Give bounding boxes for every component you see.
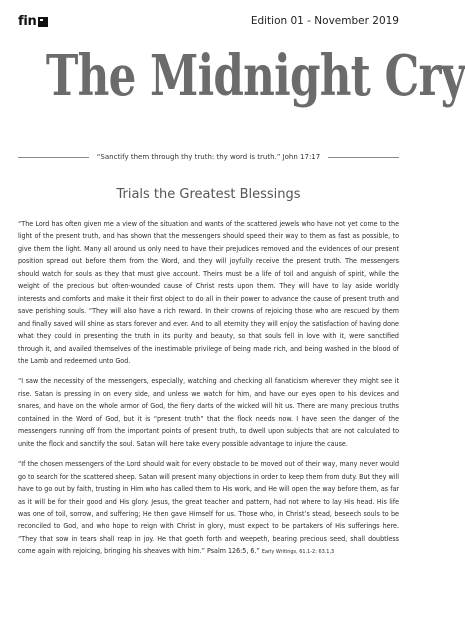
article-paragraph: “The Lord has often given me a view of the situation and wants of the scattered jewels who have not yet come to the light of the present truth, and has shown that the messengers should speed their way to them as fast as possible, to give them the light. Many all around us only need to have their prejudices removed and the evidences of our present position spread out before them from the Word, and they will joyfully receive the present truth. The messengers should watch for souls as they that must give account. Theirs must be a life of toil and anguish of spirit, while the weight of the precious but often-wounded cause of Christ rests upon them. They will have to lay aside worldly interests and comforts and make it their first object to do all in their power to advance the cause of present truth and save perishing souls. “They will also have a rich reward. In their crowns of rejoicing those who are rescued by them and finally saved will shine as stars forever and ever. And to all eternity they will enjoy the satisfaction of having done what they could in presenting the truth in its purity and beauty, so that souls fell in love with it, were sanctified through it, and availed themselves of the inestimable privilege of being made rich, and being washed in the blood of the Lamb and redeemed unto God. <box>18 219 399 365</box>
article-paragraph <box>18 458 399 559</box>
logo-text: fin <box>18 14 37 29</box>
article-body <box>18 218 399 567</box>
article-paragraph-text: “If the chosen messengers of the Lord should wait for every obstacle to be moved out of their way, many never would go to search for the scattered sheep. Satan will present many objections in order to keep them from duty. But they will have to go out by faith, trusting in Him who has called them to His work, and He will open the way before them, as far as it will be for their good and His glory. Jesus, the great teacher and pattern, had not where to lay His head. His life was one of toil, sorrow, and suffering; He then gave Himself for us. Those who, in Christ’s stead, beseech souls to be reconciled to God, and who hope to reign with Christ in glory, must expect to be partakers of His sufferings here. “They that sow in tears shall reap in joy. He that goeth forth and weepeth, bearing precious seed, shall doubtless come again with rejoicing, bringing his sheaves with him.” Psalm 126:5, 6.” <box>18 459 399 556</box>
source-reference: Early Writings, 61.1-2; 63.1,3 <box>261 549 335 556</box>
logo-mark-icon <box>38 17 48 27</box>
top-bar <box>18 14 399 34</box>
verse-rule-right <box>328 157 399 158</box>
edition-label: Edition 01 - November 2019 <box>250 15 399 27</box>
verse-text: “Sanctify them through thy truth: thy word is truth.” John 17:17 <box>96 153 321 161</box>
article-title: Trials the Greatest Blessings <box>116 187 301 202</box>
verse-rule-left <box>18 157 89 158</box>
masthead-title: The Midnight Cry <box>45 43 465 109</box>
article-paragraph: “I saw the necessity of the messengers, especially, watching and checking all fanaticism wherever they might see it rise. Satan is pressing in on every side, and unless we watch for him, and have our eyes open to his devices and snares, and have on the whole armor of God, the fiery darts of the wicked will hit us. There are many precious truths contained in the Word of God, but it is “present truth” that the flock needs now. I have seen the danger of the messengers running off from the important points of present truth, to dwell upon subjects that are not calculated to unite the flock and sanctify the soul. Satan will here take every possible advantage to injure the cause. <box>18 376 399 448</box>
verse-banner <box>18 150 399 164</box>
publisher-logo <box>18 14 48 29</box>
